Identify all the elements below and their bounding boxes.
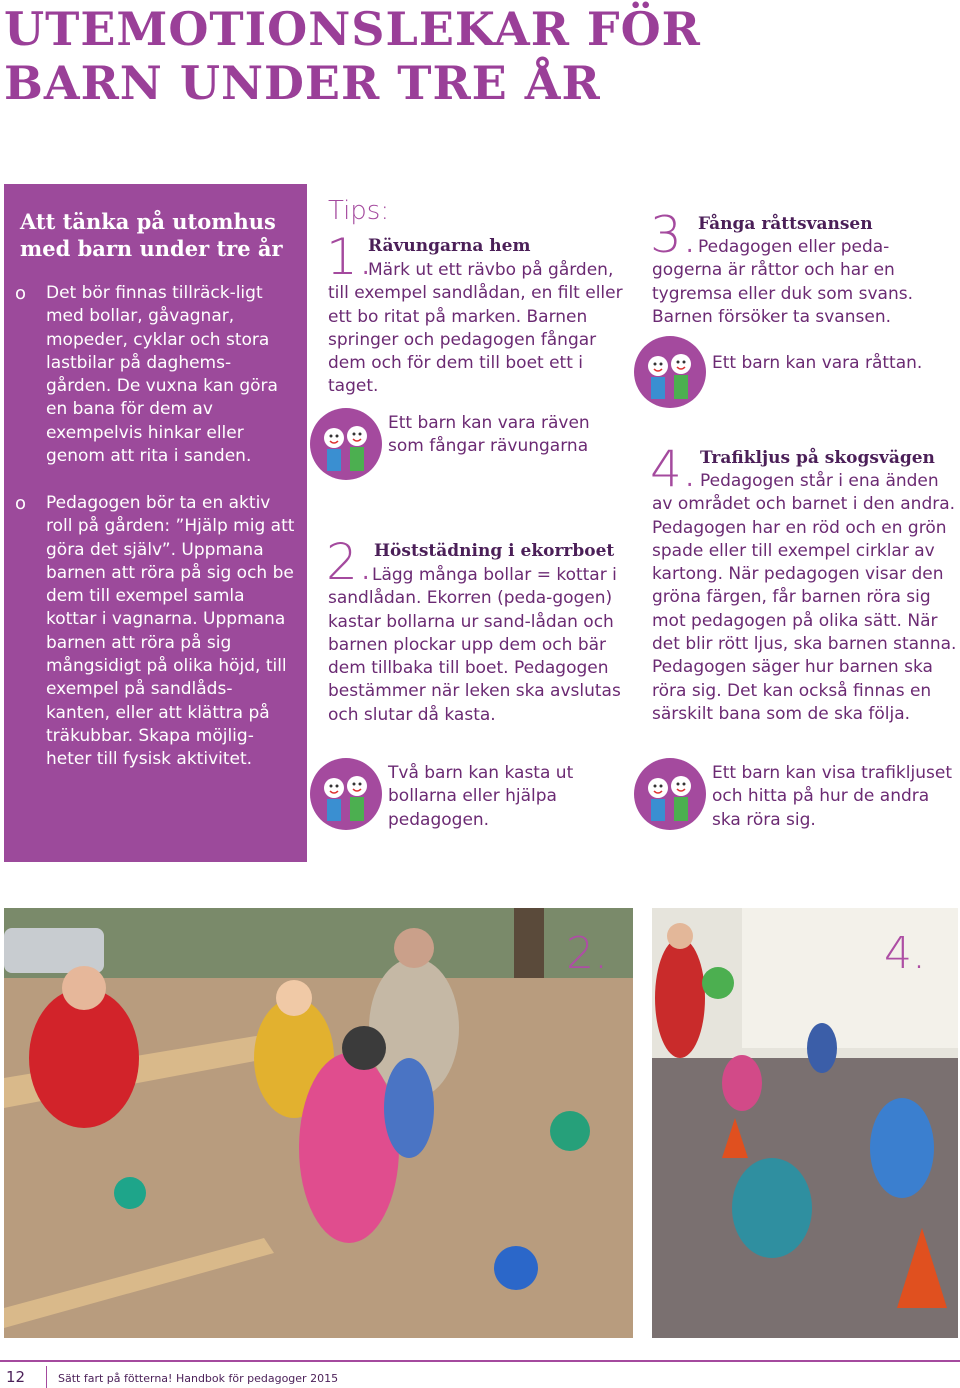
tip-2-body: Lägg många bollar = kottar i sandlådan. Ekorren (peda-gogen) kastar bollarna ur sand-lådan och barnen plockar upp dem och bär dem tillbaka till boet. Pedagogen bestämmer när leken ska avslutas och slutar då kasta. [328, 565, 621, 725]
page-number: 12 [6, 1368, 26, 1386]
page-title-line2: BARN UNDER TRE ÅR [4, 56, 601, 110]
tip-1-callout [310, 408, 610, 488]
footer-divider [0, 1360, 960, 1362]
sidebar-heading [20, 208, 283, 262]
tip-3-number: 3. [650, 206, 698, 264]
tip-4-callout [634, 758, 952, 838]
tip-3-body: Pedagogen eller peda-gogerna är råttor och har en tygremsa eller duk som svans. Barnen försöker ta svansen. [652, 237, 913, 327]
kids-icon [310, 408, 382, 480]
page-title-line1: UTEMOTIONSLEKAR FÖR [4, 2, 701, 56]
sidebar-item [15, 492, 296, 772]
sidebar-item [15, 282, 296, 468]
tips-label: Tips: [328, 196, 390, 226]
tip-1-heading: Rävungarna hem [368, 236, 531, 256]
bullet-icon: o [15, 493, 27, 514]
tip-1-body: Märk ut ett rävbo på gården, till exempel sandlådan, en filt eller ett bo ritat på marken. Barnen springer och pedagogen fångar dem och för dem till boet ett i taget. [328, 260, 623, 397]
sandbox-photo-image [4, 908, 633, 1338]
photo-label-2: 2. [566, 928, 608, 979]
bullet-icon: o [15, 283, 27, 304]
sidebar-heading-line2: med barn under tre år [20, 236, 283, 261]
footer-text: Sätt fart på fötterna! Handbok för pedagoger 2015 [58, 1372, 339, 1385]
tip-4-number: 4. [650, 440, 698, 498]
tip-1-callout-text: Ett barn kan vara räven som fångar rävungarna [388, 413, 590, 457]
tip-2-callout-text: Två barn kan kasta ut bollarna eller hjälpa pedagogen. [388, 763, 574, 830]
kids-icon [310, 758, 382, 830]
sidebar-heading-line1: Att tänka på utomhus [20, 209, 276, 234]
tip-4-heading: Trafikljus på skogsvägen [700, 448, 935, 468]
sidebar-box [4, 184, 307, 862]
photo-label-4: 4. [884, 928, 926, 979]
tip-4-body: Pedagogen står i ena änden av området och barnet i den andra. Pedagogen har en röd och en grön spade eller till exempel cirklar av kartong. När pedagogen visar den gröna färgen, får barnen röra sig mot pedagogen på olika sätt. När det blir rött ljus, ska barnen stanna. Pedagogen säger hur barnen ska röra sig. Det kan också finnas en särskilt bana som de ska följa. [652, 471, 957, 724]
tip-2-callout [310, 758, 610, 838]
tip-3-callout [634, 336, 934, 416]
sandbox-photo [4, 908, 633, 1338]
tip-2-number: 2. [326, 533, 374, 591]
street-photo [652, 908, 958, 1338]
kids-icon [634, 336, 706, 408]
kids-icon [634, 758, 706, 830]
page-title [4, 2, 701, 110]
tip-2-heading: Höststädning i ekorrboet [374, 541, 615, 561]
tip-3-heading: Fånga råttsvansen [698, 214, 873, 234]
sidebar-item-text: Det bör finnas tillräck-ligt med bollar, gåvagnar, mopeder, cyklar och stora lastbilar på daghems-gården. De vuxna kan göra en bana för dem av exempelvis hinkar eller genom att rita i sanden. [46, 283, 278, 467]
tip-4-callout-text: Ett barn kan visa trafikljuset och hitta på hur de andra ska röra sig. [712, 763, 952, 830]
sidebar-item-text: Pedagogen bör ta en aktiv roll på gården: ”Hjälp mig att göra det själv”. Uppmana barnen att röra på sig och be dem till exempel samla kottar i vagnarna. Uppmana barnen att röra på sig mångsidigt på olika höjd, till exempel på sandlåds-kanten, eller att klättra på träkubbar. Skapa möjlig-heter till fysisk aktivitet. [46, 493, 295, 770]
tip-1-number: 1. [326, 228, 374, 286]
footer-separator [46, 1366, 47, 1388]
tip-3-callout-text: Ett barn kan vara råttan. [712, 353, 923, 373]
